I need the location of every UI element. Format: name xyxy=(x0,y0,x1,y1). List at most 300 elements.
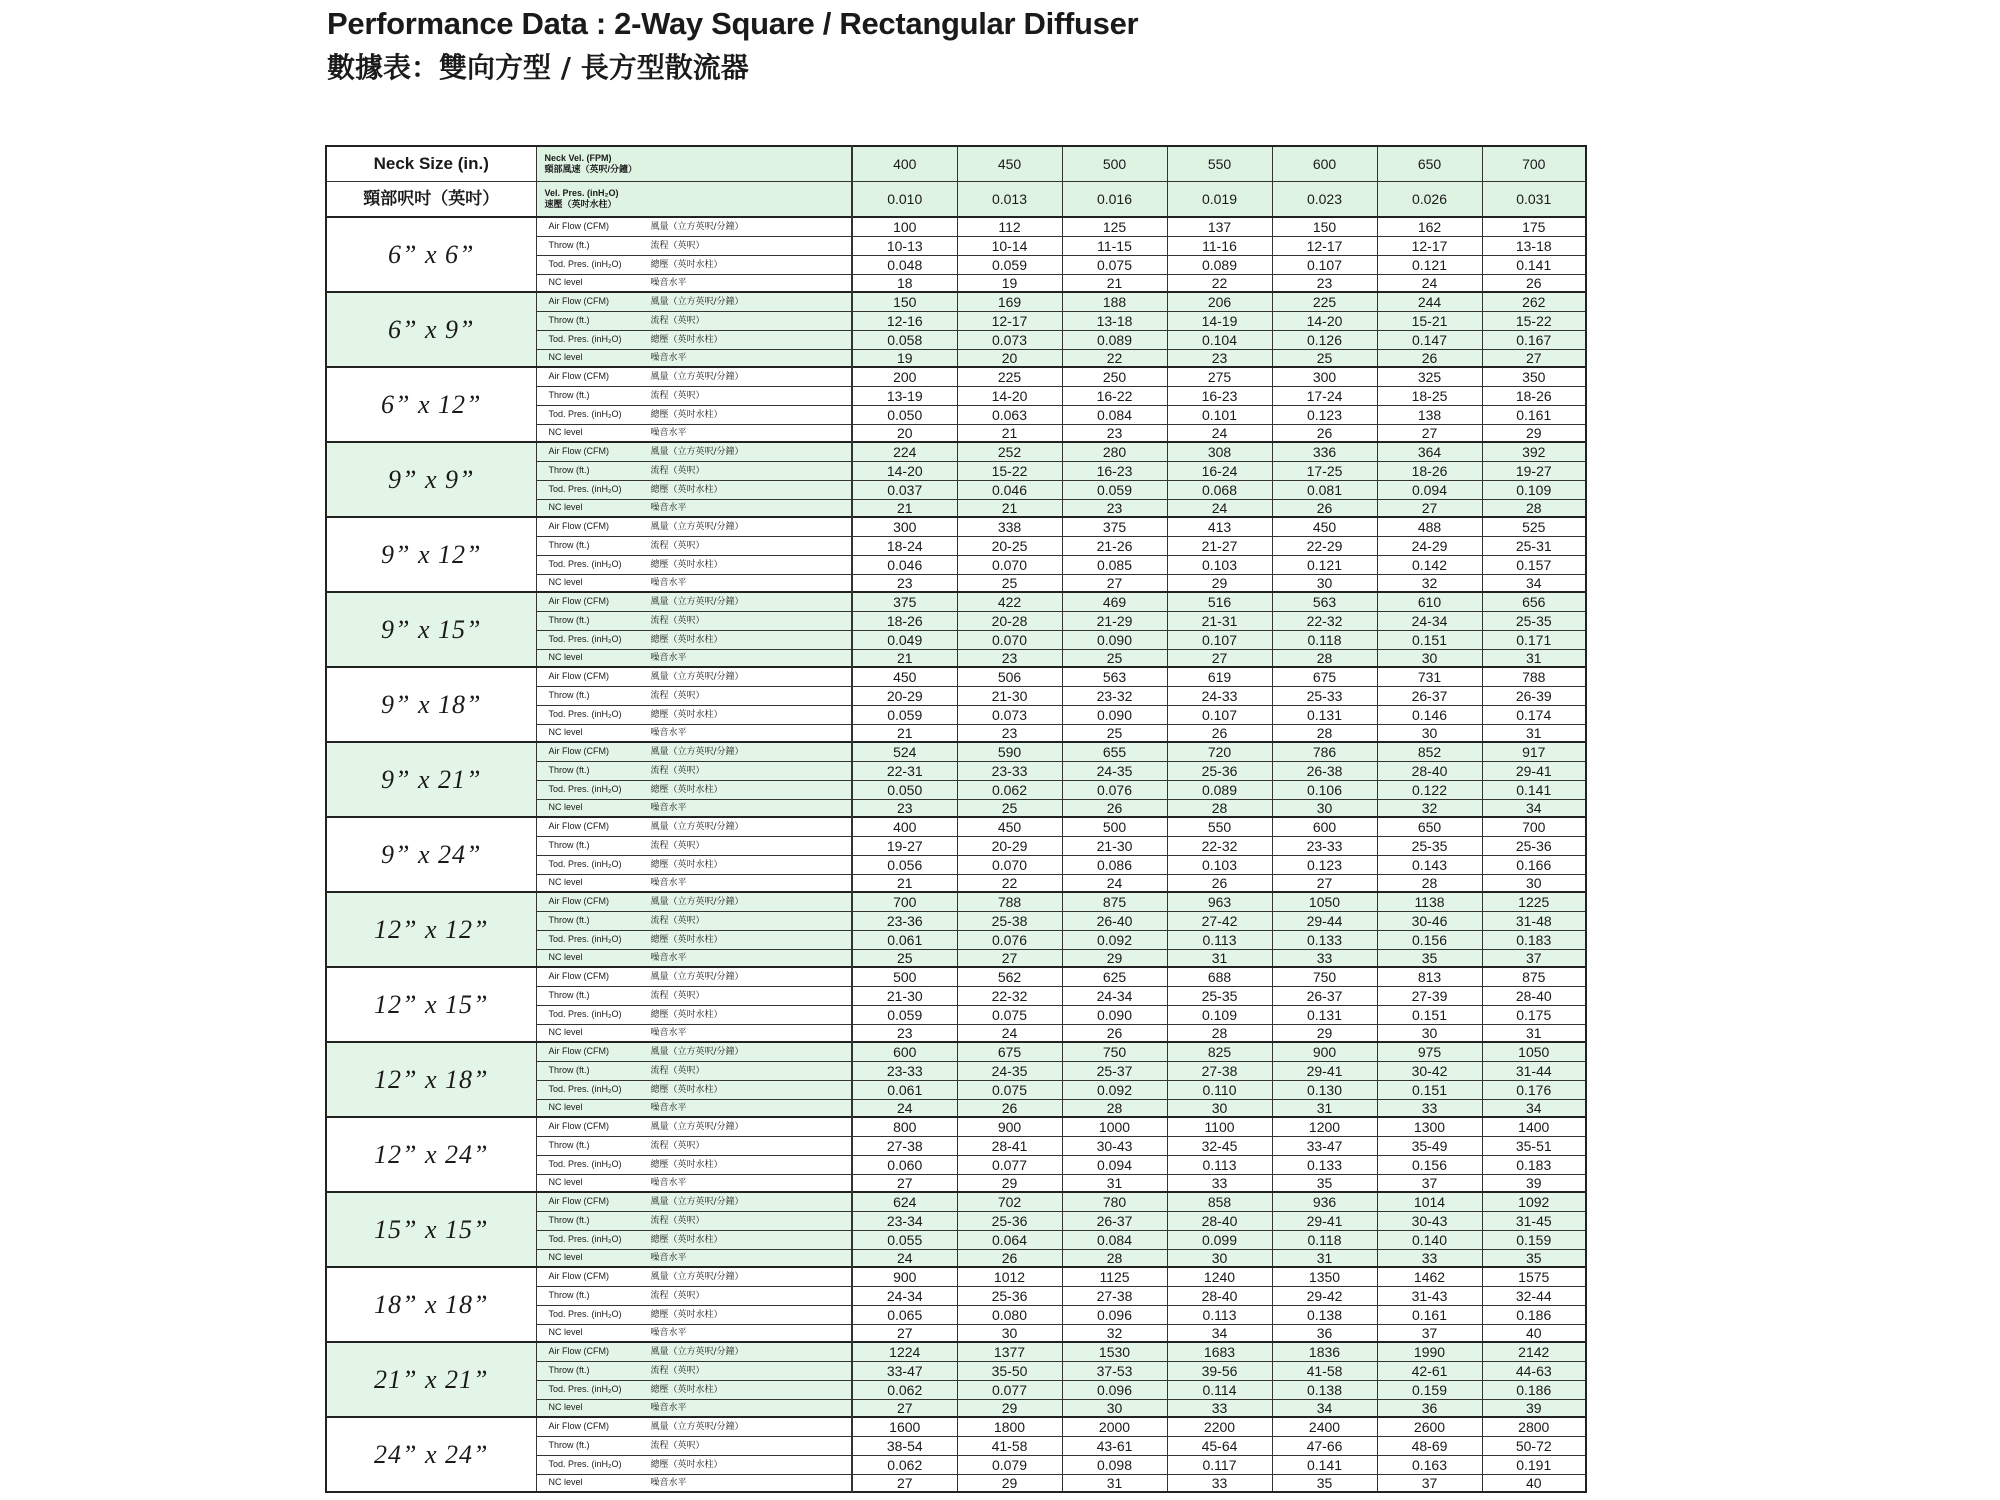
table-row xyxy=(326,292,1586,312)
value-cell: 35 xyxy=(1272,1175,1377,1193)
row-label-en: Air Flow (CFM) xyxy=(548,446,609,456)
row-label-en: Throw (ft.) xyxy=(548,915,590,925)
row-label-en: Throw (ft.) xyxy=(548,540,590,550)
row-label-en: Air Flow (CFM) xyxy=(548,971,609,981)
velocity-pressure-value: 0.010 xyxy=(852,182,957,218)
value-cell: 28 xyxy=(1167,1025,1272,1043)
value-cell: 23-33 xyxy=(1272,837,1377,856)
value-cell: 963 xyxy=(1167,892,1272,912)
value-cell: 1050 xyxy=(1272,892,1377,912)
value-cell: 0.121 xyxy=(1377,256,1482,275)
value-cell: 1377 xyxy=(957,1342,1062,1362)
value-cell: 0.133 xyxy=(1272,1156,1377,1175)
row-label xyxy=(536,1381,852,1400)
table-row xyxy=(326,967,1586,987)
value-cell: 27-38 xyxy=(1062,1287,1167,1306)
value-cell: 25 xyxy=(1272,350,1377,368)
value-cell: 31 xyxy=(1482,725,1586,743)
value-cell: 338 xyxy=(957,517,1062,537)
neck-size-header-chinese: 頸部呎吋（英吋） xyxy=(326,182,536,218)
value-cell: 563 xyxy=(1272,592,1377,612)
row-label xyxy=(536,425,852,443)
value-cell: 0.151 xyxy=(1377,1081,1482,1100)
value-cell: 0.089 xyxy=(1062,331,1167,350)
value-cell: 32 xyxy=(1377,575,1482,593)
value-cell: 17-25 xyxy=(1272,462,1377,481)
value-cell: 33 xyxy=(1272,950,1377,968)
row-label xyxy=(536,612,852,631)
neck-size-cell: 24” x 24” xyxy=(326,1417,536,1492)
value-cell: 375 xyxy=(852,592,957,612)
value-cell: 13-18 xyxy=(1482,237,1586,256)
value-cell: 1138 xyxy=(1377,892,1482,912)
value-cell: 0.163 xyxy=(1377,1456,1482,1475)
value-cell: 0.050 xyxy=(852,781,957,800)
value-cell: 23 xyxy=(852,1025,957,1043)
value-cell: 562 xyxy=(957,967,1062,987)
row-label-en: Air Flow (CFM) xyxy=(548,371,609,381)
value-cell: 0.140 xyxy=(1377,1231,1482,1250)
row-label xyxy=(536,837,852,856)
value-cell: 0.166 xyxy=(1482,856,1586,875)
value-cell: 0.086 xyxy=(1062,856,1167,875)
value-cell: 0.175 xyxy=(1482,1006,1586,1025)
row-label xyxy=(536,1250,852,1268)
value-cell: 40 xyxy=(1482,1325,1586,1343)
value-cell: 34 xyxy=(1482,1100,1586,1118)
row-label xyxy=(536,1362,852,1381)
row-label-zh: 噪音水平 xyxy=(650,1403,687,1413)
value-cell: 22-32 xyxy=(957,987,1062,1006)
value-cell: 28 xyxy=(1167,800,1272,818)
value-cell: 35 xyxy=(1377,950,1482,968)
value-cell: 280 xyxy=(1062,442,1167,462)
neck-size-cell: 6” x 12” xyxy=(326,367,536,442)
value-cell: 858 xyxy=(1167,1192,1272,1212)
value-cell: 0.131 xyxy=(1272,706,1377,725)
value-cell: 0.059 xyxy=(1062,481,1167,500)
row-label xyxy=(536,1287,852,1306)
value-cell: 37 xyxy=(1482,950,1586,968)
velocity-pressure-label xyxy=(536,182,852,218)
value-cell: 29 xyxy=(957,1175,1062,1193)
value-cell: 26-37 xyxy=(1272,987,1377,1006)
value-cell: 1600 xyxy=(852,1417,957,1437)
value-cell: 24 xyxy=(1377,275,1482,293)
value-cell: 450 xyxy=(957,817,1062,837)
row-label-zh: 流程（英呎） xyxy=(650,316,705,326)
value-cell: 169 xyxy=(957,292,1062,312)
value-cell: 1092 xyxy=(1482,1192,1586,1212)
value-cell: 1225 xyxy=(1482,892,1586,912)
value-cell: 0.059 xyxy=(852,706,957,725)
value-cell: 0.176 xyxy=(1482,1081,1586,1100)
row-label-zh: 噪音水平 xyxy=(650,278,687,288)
value-cell: 25-31 xyxy=(1482,537,1586,556)
neck-size-cell: 9” x 24” xyxy=(326,817,536,892)
row-label-zh: 流程（英呎） xyxy=(650,916,705,926)
velocity-pressure-value: 0.023 xyxy=(1272,182,1377,218)
velocity-pressure-label-en: Vel. Pres. (inH₂O) xyxy=(544,188,619,198)
row-label-en: Throw (ft.) xyxy=(548,690,590,700)
value-cell: 33 xyxy=(1167,1475,1272,1493)
value-cell: 47-66 xyxy=(1272,1437,1377,1456)
value-cell: 0.131 xyxy=(1272,1006,1377,1025)
value-cell: 700 xyxy=(1482,817,1586,837)
row-label-zh: 噪音水平 xyxy=(650,428,687,438)
value-cell: 23 xyxy=(1272,275,1377,293)
row-label-en: NC level xyxy=(548,1252,583,1262)
neck-velocity-value: 650 xyxy=(1377,146,1482,182)
value-cell: 31 xyxy=(1272,1250,1377,1268)
row-label xyxy=(536,967,852,987)
value-cell: 28-40 xyxy=(1377,762,1482,781)
row-label-zh: 風量（立方英呎/分鐘） xyxy=(650,597,744,607)
row-label-en: NC level xyxy=(548,802,583,812)
row-label-en: Tod. Pres. (inH₂O) xyxy=(548,484,622,494)
value-cell: 175 xyxy=(1482,217,1586,237)
neck-size-cell: 9” x 9” xyxy=(326,442,536,517)
value-cell: 900 xyxy=(852,1267,957,1287)
row-label-en: Tod. Pres. (inH₂O) xyxy=(548,1309,622,1319)
value-cell: 42-61 xyxy=(1377,1362,1482,1381)
value-cell: 44-63 xyxy=(1482,1362,1586,1381)
value-cell: 18 xyxy=(852,275,957,293)
value-cell: 0.167 xyxy=(1482,331,1586,350)
table-row xyxy=(326,1417,1586,1437)
value-cell: 29-41 xyxy=(1482,762,1586,781)
table-row xyxy=(326,442,1586,462)
value-cell: 0.141 xyxy=(1272,1456,1377,1475)
value-cell: 0.037 xyxy=(852,481,957,500)
value-cell: 1800 xyxy=(957,1417,1062,1437)
row-label-en: NC level xyxy=(548,1102,583,1112)
value-cell: 30 xyxy=(1272,800,1377,818)
value-cell: 27 xyxy=(852,1325,957,1343)
value-cell: 28 xyxy=(1482,500,1586,518)
value-cell: 300 xyxy=(1272,367,1377,387)
value-cell: 29 xyxy=(1167,575,1272,593)
value-cell: 18-25 xyxy=(1377,387,1482,406)
value-cell: 41-58 xyxy=(957,1437,1062,1456)
value-cell: 0.159 xyxy=(1482,1231,1586,1250)
row-label xyxy=(536,1156,852,1175)
value-cell: 0.186 xyxy=(1482,1381,1586,1400)
table-row xyxy=(326,217,1586,237)
value-cell: 24 xyxy=(957,1025,1062,1043)
value-cell: 30 xyxy=(1272,575,1377,593)
value-cell: 21-26 xyxy=(1062,537,1167,556)
value-cell: 1300 xyxy=(1377,1117,1482,1137)
value-cell: 308 xyxy=(1167,442,1272,462)
value-cell: 0.050 xyxy=(852,406,957,425)
value-cell: 0.113 xyxy=(1167,931,1272,950)
value-cell: 29-41 xyxy=(1272,1212,1377,1231)
value-cell: 112 xyxy=(957,217,1062,237)
value-cell: 25-35 xyxy=(1377,837,1482,856)
row-label xyxy=(536,462,852,481)
row-label-en: NC level xyxy=(548,1177,583,1187)
value-cell: 30-42 xyxy=(1377,1062,1482,1081)
row-label-en: Tod. Pres. (inH₂O) xyxy=(548,1009,622,1019)
row-label-zh: 噪音水平 xyxy=(650,1103,687,1113)
value-cell: 36 xyxy=(1377,1400,1482,1418)
value-cell: 31 xyxy=(1062,1175,1167,1193)
row-label-en: Tod. Pres. (inH₂O) xyxy=(548,1159,622,1169)
value-cell: 0.113 xyxy=(1167,1306,1272,1325)
neck-size-cell: 9” x 12” xyxy=(326,517,536,592)
value-cell: 300 xyxy=(852,517,957,537)
value-cell: 24 xyxy=(852,1100,957,1118)
value-cell: 20 xyxy=(852,425,957,443)
value-cell: 27 xyxy=(1062,575,1167,593)
neck-size-cell: 6” x 9” xyxy=(326,292,536,367)
row-label-en: Tod. Pres. (inH₂O) xyxy=(548,859,622,869)
value-cell: 813 xyxy=(1377,967,1482,987)
neck-velocity-value: 400 xyxy=(852,146,957,182)
table-row xyxy=(326,1267,1586,1287)
row-label xyxy=(536,367,852,387)
value-cell: 0.126 xyxy=(1272,331,1377,350)
value-cell: 336 xyxy=(1272,442,1377,462)
value-cell: 0.092 xyxy=(1062,931,1167,950)
value-cell: 469 xyxy=(1062,592,1167,612)
row-label-en: Throw (ft.) xyxy=(548,1290,590,1300)
value-cell: 32 xyxy=(1377,800,1482,818)
value-cell: 26-37 xyxy=(1062,1212,1167,1231)
value-cell: 27 xyxy=(1377,425,1482,443)
value-cell: 275 xyxy=(1167,367,1272,387)
value-cell: 516 xyxy=(1167,592,1272,612)
row-label-zh: 風量（立方英呎/分鐘） xyxy=(650,222,744,232)
value-cell: 21 xyxy=(852,650,957,668)
value-cell: 0.058 xyxy=(852,331,957,350)
value-cell: 31 xyxy=(1062,1475,1167,1493)
row-label xyxy=(536,725,852,743)
value-cell: 29 xyxy=(1482,425,1586,443)
value-cell: 30-43 xyxy=(1062,1137,1167,1156)
row-label xyxy=(536,217,852,237)
neck-size-cell: 12” x 15” xyxy=(326,967,536,1042)
row-label xyxy=(536,987,852,1006)
value-cell: 252 xyxy=(957,442,1062,462)
row-label-zh: 風量（立方英呎/分鐘） xyxy=(650,1047,744,1057)
value-cell: 26 xyxy=(1062,1025,1167,1043)
row-label-zh: 噪音水平 xyxy=(650,878,687,888)
value-cell: 0.143 xyxy=(1377,856,1482,875)
value-cell: 41-58 xyxy=(1272,1362,1377,1381)
value-cell: 0.070 xyxy=(957,856,1062,875)
value-cell: 21 xyxy=(852,500,957,518)
table-row xyxy=(326,1342,1586,1362)
value-cell: 35 xyxy=(1272,1475,1377,1493)
neck-size-cell: 9” x 18” xyxy=(326,667,536,742)
value-cell: 2600 xyxy=(1377,1417,1482,1437)
row-label xyxy=(536,275,852,293)
value-cell: 30 xyxy=(957,1325,1062,1343)
row-label-en: Tod. Pres. (inH₂O) xyxy=(548,1459,622,1469)
value-cell: 2142 xyxy=(1482,1342,1586,1362)
value-cell: 0.123 xyxy=(1272,856,1377,875)
value-cell: 18-26 xyxy=(1377,462,1482,481)
table-row xyxy=(326,1117,1586,1137)
value-cell: 0.064 xyxy=(957,1231,1062,1250)
row-label-zh: 噪音水平 xyxy=(650,1028,687,1038)
value-cell: 188 xyxy=(1062,292,1167,312)
row-label-en: Tod. Pres. (inH₂O) xyxy=(548,1084,622,1094)
value-cell: 1990 xyxy=(1377,1342,1482,1362)
row-label xyxy=(536,1117,852,1137)
row-label xyxy=(536,631,852,650)
row-label xyxy=(536,667,852,687)
page-title-chinese: 數據表：雙向方型 / 長方型散流器 xyxy=(327,51,749,84)
value-cell: 27-42 xyxy=(1167,912,1272,931)
value-cell: 33 xyxy=(1377,1250,1482,1268)
value-cell: 26 xyxy=(1167,875,1272,893)
value-cell: 1836 xyxy=(1272,1342,1377,1362)
value-cell: 125 xyxy=(1062,217,1167,237)
value-cell: 0.092 xyxy=(1062,1081,1167,1100)
value-cell: 0.089 xyxy=(1167,781,1272,800)
row-label xyxy=(536,1192,852,1212)
value-cell: 34 xyxy=(1272,1400,1377,1418)
value-cell: 11-15 xyxy=(1062,237,1167,256)
value-cell: 12-17 xyxy=(1377,237,1482,256)
row-label xyxy=(536,442,852,462)
value-cell: 0.077 xyxy=(957,1156,1062,1175)
value-cell: 21 xyxy=(852,875,957,893)
row-label xyxy=(536,237,852,256)
value-cell: 0.084 xyxy=(1062,1231,1167,1250)
row-label xyxy=(536,1100,852,1118)
row-label-zh: 總壓（英吋水柱） xyxy=(650,410,723,420)
value-cell: 525 xyxy=(1482,517,1586,537)
row-label-zh: 風量（立方英呎/分鐘） xyxy=(650,672,744,682)
value-cell: 0.146 xyxy=(1377,706,1482,725)
row-label-zh: 流程（英呎） xyxy=(650,1441,705,1451)
value-cell: 1400 xyxy=(1482,1117,1586,1137)
value-cell: 0.048 xyxy=(852,256,957,275)
value-cell: 24 xyxy=(1062,875,1167,893)
value-cell: 800 xyxy=(852,1117,957,1137)
row-label xyxy=(536,950,852,968)
row-label-zh: 總壓（英吋水柱） xyxy=(650,860,723,870)
value-cell: 13-19 xyxy=(852,387,957,406)
row-label-zh: 流程（英呎） xyxy=(650,1216,705,1226)
neck-velocity-value: 450 xyxy=(957,146,1062,182)
value-cell: 37 xyxy=(1377,1175,1482,1193)
value-cell: 225 xyxy=(1272,292,1377,312)
value-cell: 619 xyxy=(1167,667,1272,687)
row-label-en: Tod. Pres. (inH₂O) xyxy=(548,634,622,644)
value-cell: 45-64 xyxy=(1167,1437,1272,1456)
value-cell: 28-40 xyxy=(1167,1287,1272,1306)
row-label-en: NC level xyxy=(548,1477,583,1487)
value-cell: 936 xyxy=(1272,1192,1377,1212)
neck-size-cell: 9” x 15” xyxy=(326,592,536,667)
row-label xyxy=(536,875,852,893)
row-label-zh: 總壓（英吋水柱） xyxy=(650,485,723,495)
value-cell: 0.122 xyxy=(1377,781,1482,800)
value-cell: 23-32 xyxy=(1062,687,1167,706)
value-cell: 0.191 xyxy=(1482,1456,1586,1475)
value-cell: 625 xyxy=(1062,967,1167,987)
value-cell: 1100 xyxy=(1167,1117,1272,1137)
value-cell: 590 xyxy=(957,742,1062,762)
value-cell: 1683 xyxy=(1167,1342,1272,1362)
value-cell: 30 xyxy=(1377,725,1482,743)
value-cell: 19-27 xyxy=(852,837,957,856)
neck-velocity-label-en: Neck Vel. (FPM) xyxy=(544,153,612,163)
row-label xyxy=(536,1212,852,1231)
value-cell: 30-46 xyxy=(1377,912,1482,931)
row-label-en: NC level xyxy=(548,502,583,512)
value-cell: 19 xyxy=(957,275,1062,293)
value-cell: 656 xyxy=(1482,592,1586,612)
value-cell: 1575 xyxy=(1482,1267,1586,1287)
value-cell: 21 xyxy=(957,500,1062,518)
value-cell: 0.046 xyxy=(957,481,1062,500)
value-cell: 20-25 xyxy=(957,537,1062,556)
row-label xyxy=(536,1006,852,1025)
value-cell: 24 xyxy=(1167,425,1272,443)
value-cell: 30 xyxy=(1482,875,1586,893)
value-cell: 700 xyxy=(852,892,957,912)
value-cell: 375 xyxy=(1062,517,1167,537)
value-cell: 0.055 xyxy=(852,1231,957,1250)
value-cell: 100 xyxy=(852,217,957,237)
value-cell: 19-27 xyxy=(1482,462,1586,481)
value-cell: 22-29 xyxy=(1272,537,1377,556)
row-label xyxy=(536,687,852,706)
row-label xyxy=(536,1417,852,1437)
row-label-en: Air Flow (CFM) xyxy=(548,746,609,756)
row-label-zh: 總壓（英吋水柱） xyxy=(650,560,723,570)
value-cell: 26-40 xyxy=(1062,912,1167,931)
value-cell: 21 xyxy=(1062,275,1167,293)
value-cell: 24-34 xyxy=(852,1287,957,1306)
row-label-zh: 噪音水平 xyxy=(650,803,687,813)
value-cell: 0.046 xyxy=(852,556,957,575)
value-cell: 22-32 xyxy=(1167,837,1272,856)
row-label-zh: 總壓（英吋水柱） xyxy=(650,1310,723,1320)
value-cell: 750 xyxy=(1272,967,1377,987)
row-label-en: Tod. Pres. (inH₂O) xyxy=(548,709,622,719)
value-cell: 0.084 xyxy=(1062,406,1167,425)
value-cell: 624 xyxy=(852,1192,957,1212)
value-cell: 0.062 xyxy=(957,781,1062,800)
row-label-en: NC level xyxy=(548,877,583,887)
row-label-en: Throw (ft.) xyxy=(548,990,590,1000)
value-cell: 788 xyxy=(1482,667,1586,687)
value-cell: 50-72 xyxy=(1482,1437,1586,1456)
value-cell: 23-34 xyxy=(852,1212,957,1231)
value-cell: 37 xyxy=(1377,1325,1482,1343)
value-cell: 25-33 xyxy=(1272,687,1377,706)
value-cell: 0.141 xyxy=(1482,781,1586,800)
value-cell: 27 xyxy=(957,950,1062,968)
row-label-en: Air Flow (CFM) xyxy=(548,1346,609,1356)
row-label-en: Tod. Pres. (inH₂O) xyxy=(548,259,622,269)
row-label-zh: 總壓（英吋水柱） xyxy=(650,1460,723,1470)
row-label xyxy=(536,406,852,425)
value-cell: 10-13 xyxy=(852,237,957,256)
row-label-zh: 噪音水平 xyxy=(650,578,687,588)
value-cell: 21 xyxy=(852,725,957,743)
value-cell: 0.076 xyxy=(957,931,1062,950)
value-cell: 600 xyxy=(852,1042,957,1062)
value-cell: 0.133 xyxy=(1272,931,1377,950)
